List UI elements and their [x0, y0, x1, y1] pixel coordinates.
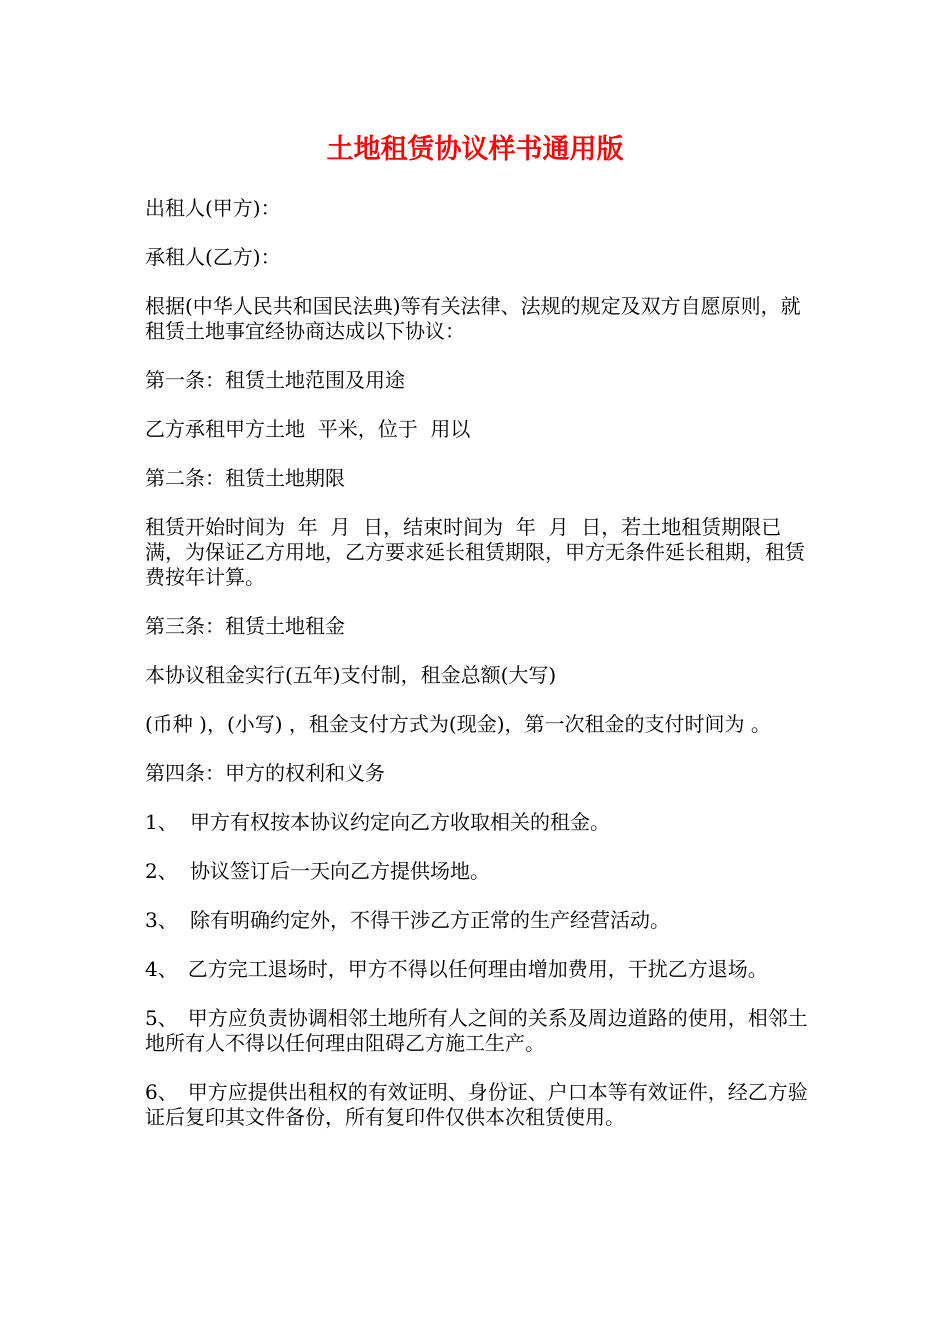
article2-text: 租赁开始时间为 年 月 日，结束时间为 年 月 日，若土地租赁期限已满，为保证乙方用地，乙方要求延长租赁期限，甲方无条件延长租期，租赁费按年计算。: [145, 515, 805, 589]
item-text: 甲方有权按本协议约定向乙方收取相关的租金。: [190, 810, 610, 834]
article3-heading: 第三条：租赁土地租金: [145, 614, 345, 638]
article4-heading: 第四条：甲方的权利和义务: [145, 761, 385, 785]
item-text: 乙方完工退场时，甲方不得以任何理由增加费用，干扰乙方退场。: [187, 957, 768, 981]
document-body: [145, 196, 810, 1154]
article4-item-5: [145, 1006, 810, 1056]
article4-item-1: [145, 810, 810, 835]
item-number: 6、: [145, 1080, 168, 1104]
article4-item-3: [145, 908, 810, 933]
item-text: 协议签订后一天向乙方提供场地。: [190, 859, 490, 883]
item-number: 4、: [145, 957, 168, 981]
item-number: 3、: [145, 908, 178, 932]
item-number: 2、: [145, 859, 178, 883]
article1-text: 乙方承租甲方土地 平米，位于 用以: [145, 417, 471, 441]
document-title: 土地租赁协议样书通用版: [326, 134, 624, 165]
article1-heading: 第一条：租赁土地范围及用途: [145, 368, 405, 392]
item-text: 甲方应负责协调相邻土地所有人之间的关系及周边道路的使用，相邻土地所有人不得以任何理由阻碍乙方施工生产。: [145, 1006, 808, 1055]
lessor-label: 出租人(甲方)：: [145, 196, 281, 220]
lessee-label: 承租人(乙方)：: [145, 245, 281, 269]
item-text: 除有明确约定外，不得干涉乙方正常的生产经营活动。: [190, 908, 670, 932]
item-number: 5、: [145, 1006, 168, 1030]
article3-text-2: (币种 )，(小写) ，租金支付方式为(现金)，第一次租金的支付时间为 。: [145, 712, 771, 736]
article4-item-2: [145, 859, 810, 884]
article4-item-4: [145, 957, 810, 982]
item-number: 1、: [145, 810, 178, 834]
article3-text-1: 本协议租金实行(五年)支付制，租金总额(大写): [145, 663, 557, 687]
intro-paragraph: 根据(中华人民共和国民法典)等有关法律、法规的规定及双方自愿原则，就租赁土地事宜经协商达成以下协议：: [145, 294, 801, 343]
article2-heading: 第二条：租赁土地期限: [145, 466, 345, 490]
article4-item-6: [145, 1080, 810, 1130]
item-text: 甲方应提供出租权的有效证明、身份证、户口本等有效证件，经乙方验证后复印其文件备份，所有复印件仅供本次租赁使用。: [145, 1080, 808, 1129]
